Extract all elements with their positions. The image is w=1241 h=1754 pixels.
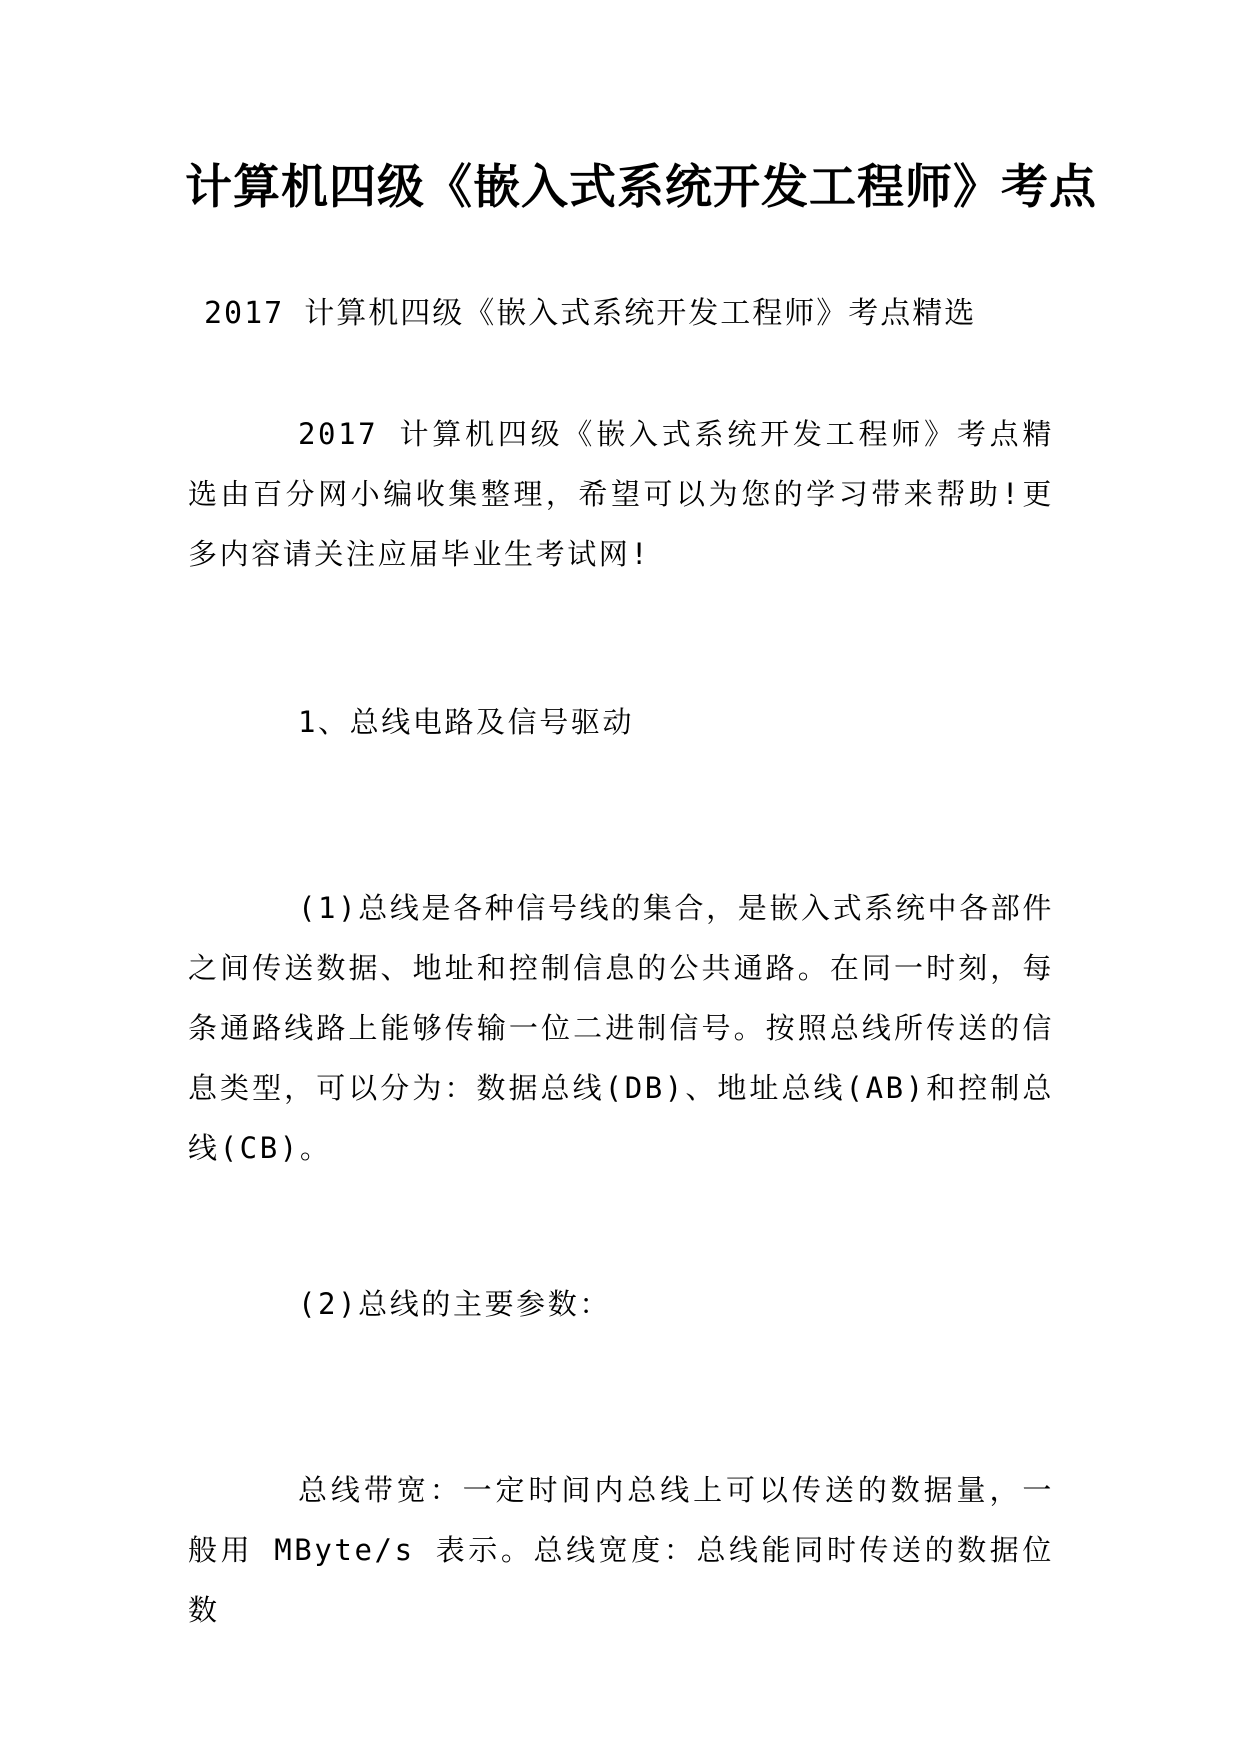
paragraph-bus-parameters-heading: (2)总线的主要参数：	[298, 1287, 611, 1321]
document-title: 计算机四级《嵌入式系统开发工程师》考点	[185, 160, 1097, 215]
intro-paragraph: 2017 计算机四级《嵌入式系统开发工程师》考点精选由百分网小编收集整理，希望可以为您的学习带来帮助!更多内容请关注应届毕业生考试网!	[188, 417, 1054, 571]
section-heading-bus-circuit: 1、总线电路及信号驱动	[298, 705, 635, 739]
paragraph-bus-definition: (1)总线是各种信号线的集合，是嵌入式系统中各部件之间传送数据、地址和控制信息的公共通路。在同一时刻，每条通路线路上能够传输一位二进制信号。按照总线所传送的信息类型，可以分为：数据总线(DB)、地址总线(AB)和控制总线(CB)。	[188, 891, 1054, 1165]
paragraph-bus-bandwidth: 总线带宽：一定时间内总线上可以传送的数据量，一般用 MByte/s 表示。总线宽度：总线能同时传送的数据位数	[188, 1473, 1054, 1627]
document-subtitle: 2017 计算机四级《嵌入式系统开发工程师》考点精选	[204, 296, 977, 331]
